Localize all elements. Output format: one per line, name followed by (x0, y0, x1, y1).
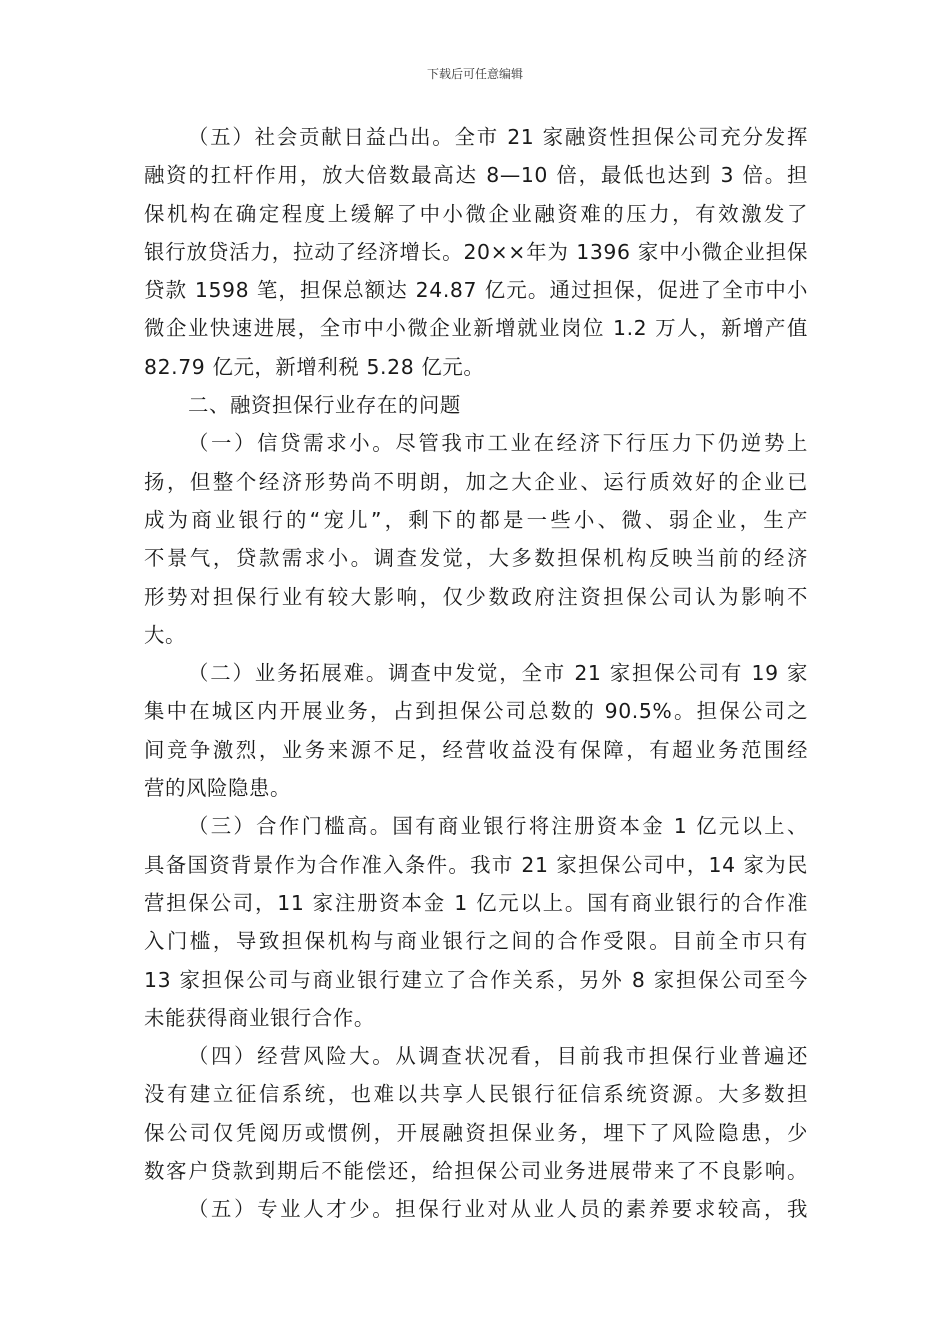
paragraph-line: 微企业快速进展，全市中小微企业新增就业岗位 1.2 万人，新增产值 (144, 316, 808, 341)
paragraph-line: 营担保公司，11 家注册资本金 1 亿元以上。国有商业银行的合作准 (144, 890, 808, 915)
paragraph-line: 扬，但整个经济形势尚不明朗，加之大企业、运行质效好的企业已 (144, 469, 808, 494)
paragraph-line: （四）经营风险大。从调查状况看，目前我市担保行业普遍还 (188, 1044, 808, 1069)
paragraph-line: （一）信贷需求小。尽管我市工业在经济下行压力下仍逆势上 (188, 431, 808, 456)
paragraph-line: 13 家担保公司与商业银行建立了合作关系，另外 8 家担保公司至今 (144, 967, 808, 992)
paragraph-line: 具备国资背景作为合作准入条件。我市 21 家担保公司中，14 家为民 (144, 852, 808, 877)
paragraph-line: 银行放贷活力，拉动了经济增长。20××年为 1396 家中小微企业担保 (144, 239, 808, 264)
paragraph-line: 入门槛，导致担保机构与商业银行之间的合作受限。目前全市只有 (144, 929, 808, 954)
paragraph-line: （五）专业人才少。担保行业对从业人员的素养要求较高，我 (188, 1197, 808, 1222)
paragraph-line: 大。 (144, 622, 186, 647)
paragraph-line: 形势对担保行业有较大影响，仅少数政府注资担保公司认为影响不 (144, 584, 808, 609)
paragraph-line: 融资的扛杆作用，放大倍数最高达 8—10 倍，最低也达到 3 倍。担 (144, 163, 808, 188)
paragraph-line: 成为商业银行的“宠儿”，剩下的都是一些小、微、弱企业，生产 (144, 507, 808, 532)
paragraph-line: 间竞争激烈，业务来源不足，经营收益没有保障，有超业务范围经 (144, 737, 808, 762)
paragraph-line: （二）业务拓展难。调查中发觉，全市 21 家担保公司有 19 家 (188, 661, 808, 686)
paragraph-line: 保公司仅凭阅历或惯例，开展融资担保业务，埋下了风险隐患，少 (144, 1120, 808, 1145)
page-header-note: 下载后可任意编辑 (426, 67, 523, 81)
paragraph-line: （三）合作门槛高。国有商业银行将注册资本金 1 亿元以上、 (188, 814, 808, 839)
paragraph-line: 82.79 亿元，新增利税 5.28 亿元。 (144, 354, 485, 379)
paragraph-line: 集中在城区内开展业务，占到担保公司总数的 90.5%。担保公司之 (144, 699, 808, 724)
section-heading: 二、融资担保行业存在的问题 (188, 393, 461, 418)
document-body (144, 118, 808, 1229)
paragraph-line: 贷款 1598 笔，担保总额达 24.87 亿元。通过担保，促进了全市中小 (144, 278, 808, 303)
paragraph-line: 未能获得商业银行合作。 (144, 1005, 375, 1030)
paragraph-line: 保机构在确定程度上缓解了中小微企业融资难的压力，有效激发了 (144, 201, 808, 226)
paragraph-line: 数客户贷款到期后不能偿还，给担保公司业务进展带来了不良影响。 (144, 1159, 808, 1184)
paragraph-line: 营的风险隐患。 (144, 776, 291, 801)
paragraph-line: （五）社会贡献日益凸出。全市 21 家融资性担保公司充分发挥 (188, 125, 808, 149)
paragraph-line: 没有建立征信系统，也难以共享人民银行征信系统资源。大多数担 (144, 1082, 808, 1107)
paragraph-line: 不景气，贷款需求小。调查发觉，大多数担保机构反映当前的经济 (144, 546, 808, 571)
